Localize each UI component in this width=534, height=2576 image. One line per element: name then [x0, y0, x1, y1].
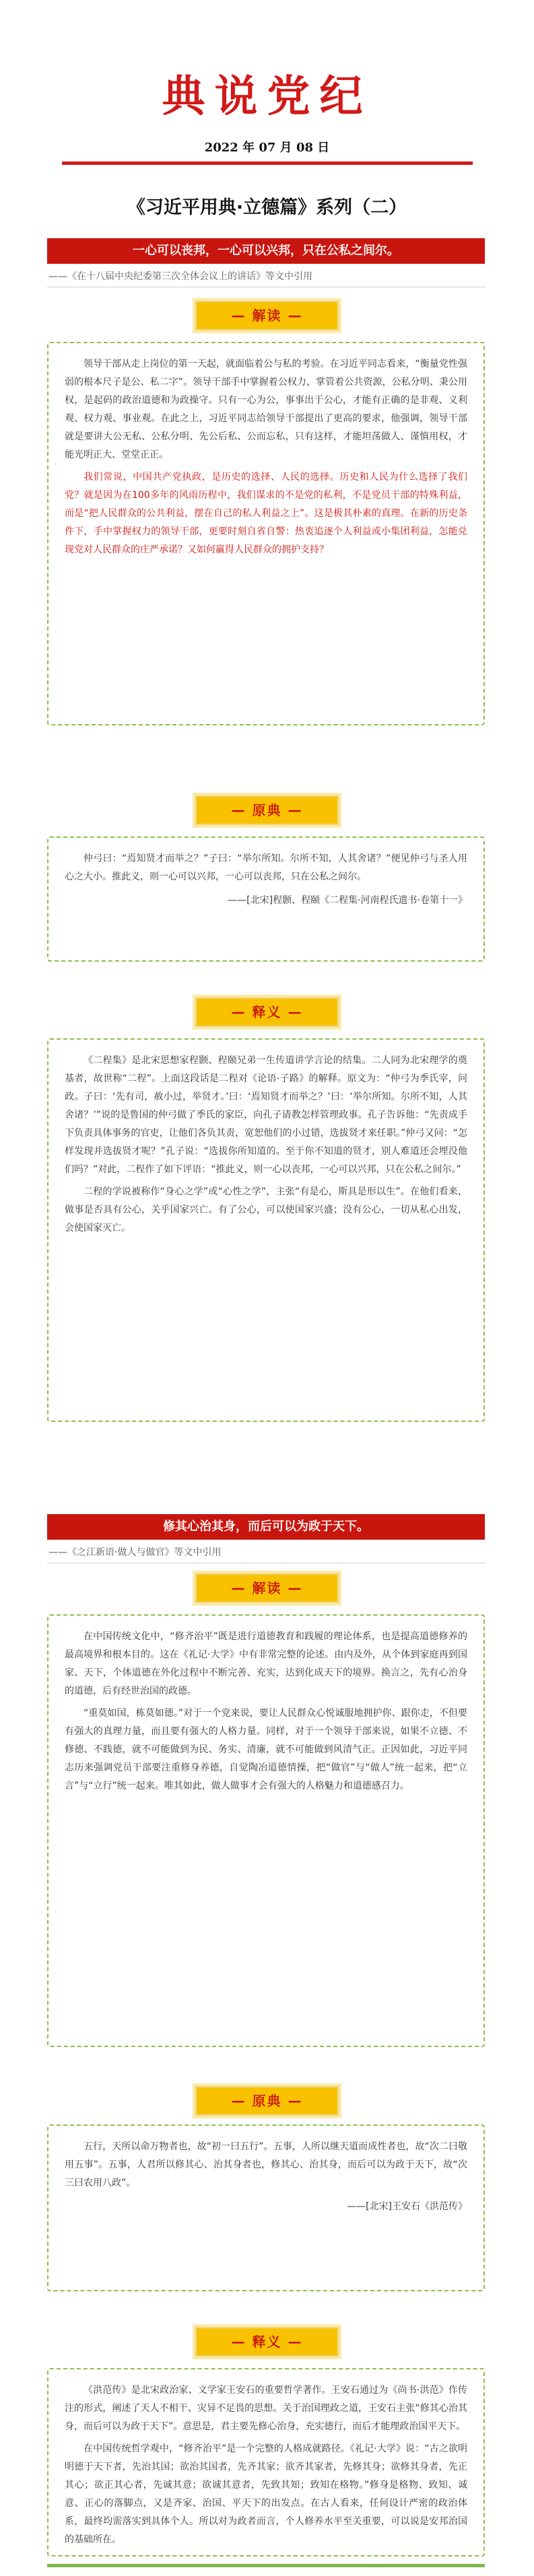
jiedu-paragraph: “重莫如国，栋莫如德。”对于一个党来说，要让人民群众心悦诚服地拥护你、跟你走，不但要有强大的真理力量，而且要有强大的人格力量。同样，对于一个领导干部来说，如果不立德、不修德、不践德，就不可能做到为民、务实、清廉，就不可能做到风清气正。正因如此，习近平同志历来强调党员干部要注重修身养德，自觉陶冶道德情操，把“做官”与“做人”统一起来，把“立言”与“立行”统一起来。唯其如此，做人做事才会有强大的人格魅力和道德感召力。 — [65, 1708, 467, 1791]
masthead-title: 典说党纪 — [162, 71, 372, 122]
yuandian-box-1 — [47, 836, 485, 962]
jiedu-paragraph: 在中国传统文化中，“修齐治平”既是进行道德教育和践履的理论体系，也是提高道德修养的最高境界和根本目的。这在《礼记·大学》中有非常完整的论述。由内及外，从个体到家庭再到国家、天下，个体道德在外化过程中不断完善、充实，达到化成天下的境界。换言之，先有心治身的道德，后有经世治国的政德。 — [65, 1631, 467, 1696]
yuandian-citation: ——[北宋]程颢、程颐《二程集·河南程氏遗书·卷第十一》 — [228, 895, 467, 906]
jiedu-paragraph: 领导干部从走上岗位的第一天起，就面临着公与私的考验。在习近平同志看来，“衡量党性强弱的根本尺子是公、私二字”。领导干部手中掌握着公权力，掌管着公共资源，公私分明、秉公用权，是起码的政治道德和为政操守。只有一心为公，事事出于公心，才能有正确的是非观、义利观、权力观、事业观。在此之上，习近平同志给领导干部提出了更高的要求，他强调，领导干部就是要讲大公无私、公私分明、先公后私、公而忘私，只有这样，才能坦荡做人、谨慎用权，才能光明正大、堂堂正正。 — [65, 359, 467, 460]
section-tag-shiyi-2: — 释义 — — [195, 2327, 339, 2357]
yuandian-text: 五行，天所以命万物者也，故“初一曰五行”。五事，人所以继天道而成性者也，故“次二曰敬用五事”。五事，人君所以修其心、治其身者也，修其心、治其身，而后可以为政于天下，故“次三曰农用八政”。 — [65, 2141, 467, 2188]
section-tag-jiedu-2: — 解读 — — [195, 1573, 339, 1603]
shiyi-paragraph: 在中国传统哲学观中，“修齐治平”是一个完整的人格成就路径。《礼记·大学》说：“古之欲明明德于天下者，先治其国；欲治其国者，先齐其家；欲齐其家者，先修其身；欲修其身者，先正其心；欲正其心者，先诚其意；欲诚其意者，先致其知；致知在格物。”修身是格物、致知、诚意、正心的落脚点，又是齐家、治国、平天下的出发点。在古人看来，任何设计严密的政治体系，最终均需落实到具体个人。所以对为政者而言，个人修养水平至关重要，可以说是安邦治国的基础所在。 — [65, 2443, 467, 2545]
section-tag-yuandian-1: — 原典 — — [195, 795, 339, 825]
section-tag-yuandian-2: — 原典 — — [195, 2086, 339, 2116]
shiyi-box-2 — [47, 2368, 485, 2556]
quote-banner-1: 一心可以丧邦，一心可以兴邦，只在公私之间尔。 — [47, 238, 485, 264]
yuandian-citation: ——[北宋]王安石《洪范传》 — [347, 2201, 467, 2212]
quote-banner-2: 修其心治其身，而后可以为政于天下。 — [47, 1514, 485, 1540]
shiyi-paragraph: 二程的学说被称作“身心之学”或“心性之学”，主张“有是心，斯具是形以生”。在他们看来，做事是否具有公心，关乎国家兴亡。有了公心，可以使国家兴盛；没有公心，一切从私心出发，会使国家灭亡。 — [65, 1186, 467, 1233]
series-title: 《习近平用典·立德篇》系列（二） — [127, 197, 407, 218]
publish-date: 2022 年 07 月 08 日 — [204, 141, 330, 155]
shiyi-paragraph: 《洪范传》是北宋政治家、文学家王安石的重要哲学著作。王安石通过为《尚书·洪范》作传注的形式，阐述了天人不相干、灾异不足畏的思想。关于治国理政之道，王安石主张“修其心治其身，而后可以为政于天下”。意思是，君主要先修心治身，充实德行，而后才能理政治国平天下。 — [65, 2385, 467, 2432]
section-tag-shiyi-1: — 释义 — — [195, 997, 339, 1027]
shiyi-box-1 — [47, 1038, 485, 1422]
yuandian-text: 仲弓曰：“焉知贤才而举之？”子曰：“举尔所知。尔所不知，人其舍诸？”便见仲弓与圣人用心之大小。推此义，则一心可以兴邦，一心可以丧邦，只在公私之间尔。 — [65, 853, 467, 882]
quote-source-1: ——《在十八届中央纪委第三次全体会议上的讲话》等文中引用 — [47, 265, 486, 287]
section-tag-jiedu-1: — 解读 — — [195, 301, 339, 330]
jiedu-box-2 — [47, 1614, 485, 2047]
quote-source-2: ——《之江新语·做人与做官》等文中引用 — [47, 1541, 486, 1563]
masthead-divider — [62, 162, 473, 165]
jiedu-box-1 — [47, 342, 485, 725]
jiedu-paragraph: 我们常说，中国共产党执政，是历史的选择、人民的选择。历史和人民为什么选择了我们党？就是因为在100多年的风雨历程中，我们谋求的不是党的私利，不是党员干部的特殊利益，而是“把人民群众的公共利益，摆在自己的私人利益之上”。这是极其朴素的真理。在新的历史条件下，手中掌握权力的领导干部，更要时刻自省自警：热衷追逐个人利益或小集团利益，怎能兑现党对人民群众的庄严承诺？又如何赢得人民群众的拥护支持？ — [65, 472, 467, 555]
yuandian-box-2 — [47, 2124, 485, 2291]
footer-bar — [47, 2564, 485, 2567]
shiyi-paragraph: 《二程集》是北宋思想家程颢、程颐兄弟一生传道讲学言论的结集。二人同为北宋理学的奠基者，故世称“二程”。上面这段话是二程对《论语·子路》的解释。原文为：“仲弓为季氏宰，问政。子曰：‘先有司，赦小过，举贤才。’曰：‘焉知贤才而举之？’曰：‘举尔所知。尔所不知，人其舍诸？’”说的是鲁国的仲弓做了季氏的家臣，向孔子请教怎样管理政事。孔子告诉他：“先责成手下负责具体事务的官吏，让他们各负其责，宽恕他们的小过错，选拔贤才来任职。”仲弓又问：“怎样发现并选拔贤才呢？”孔子说：“选拔你所知道的。至于你不知道的贤才，别人难道还会埋没他们吗？”对此，二程作了如下评语：“推此义，则一心以丧邦，一心可以兴邦，只在公私之间尔。” — [65, 1055, 467, 1175]
